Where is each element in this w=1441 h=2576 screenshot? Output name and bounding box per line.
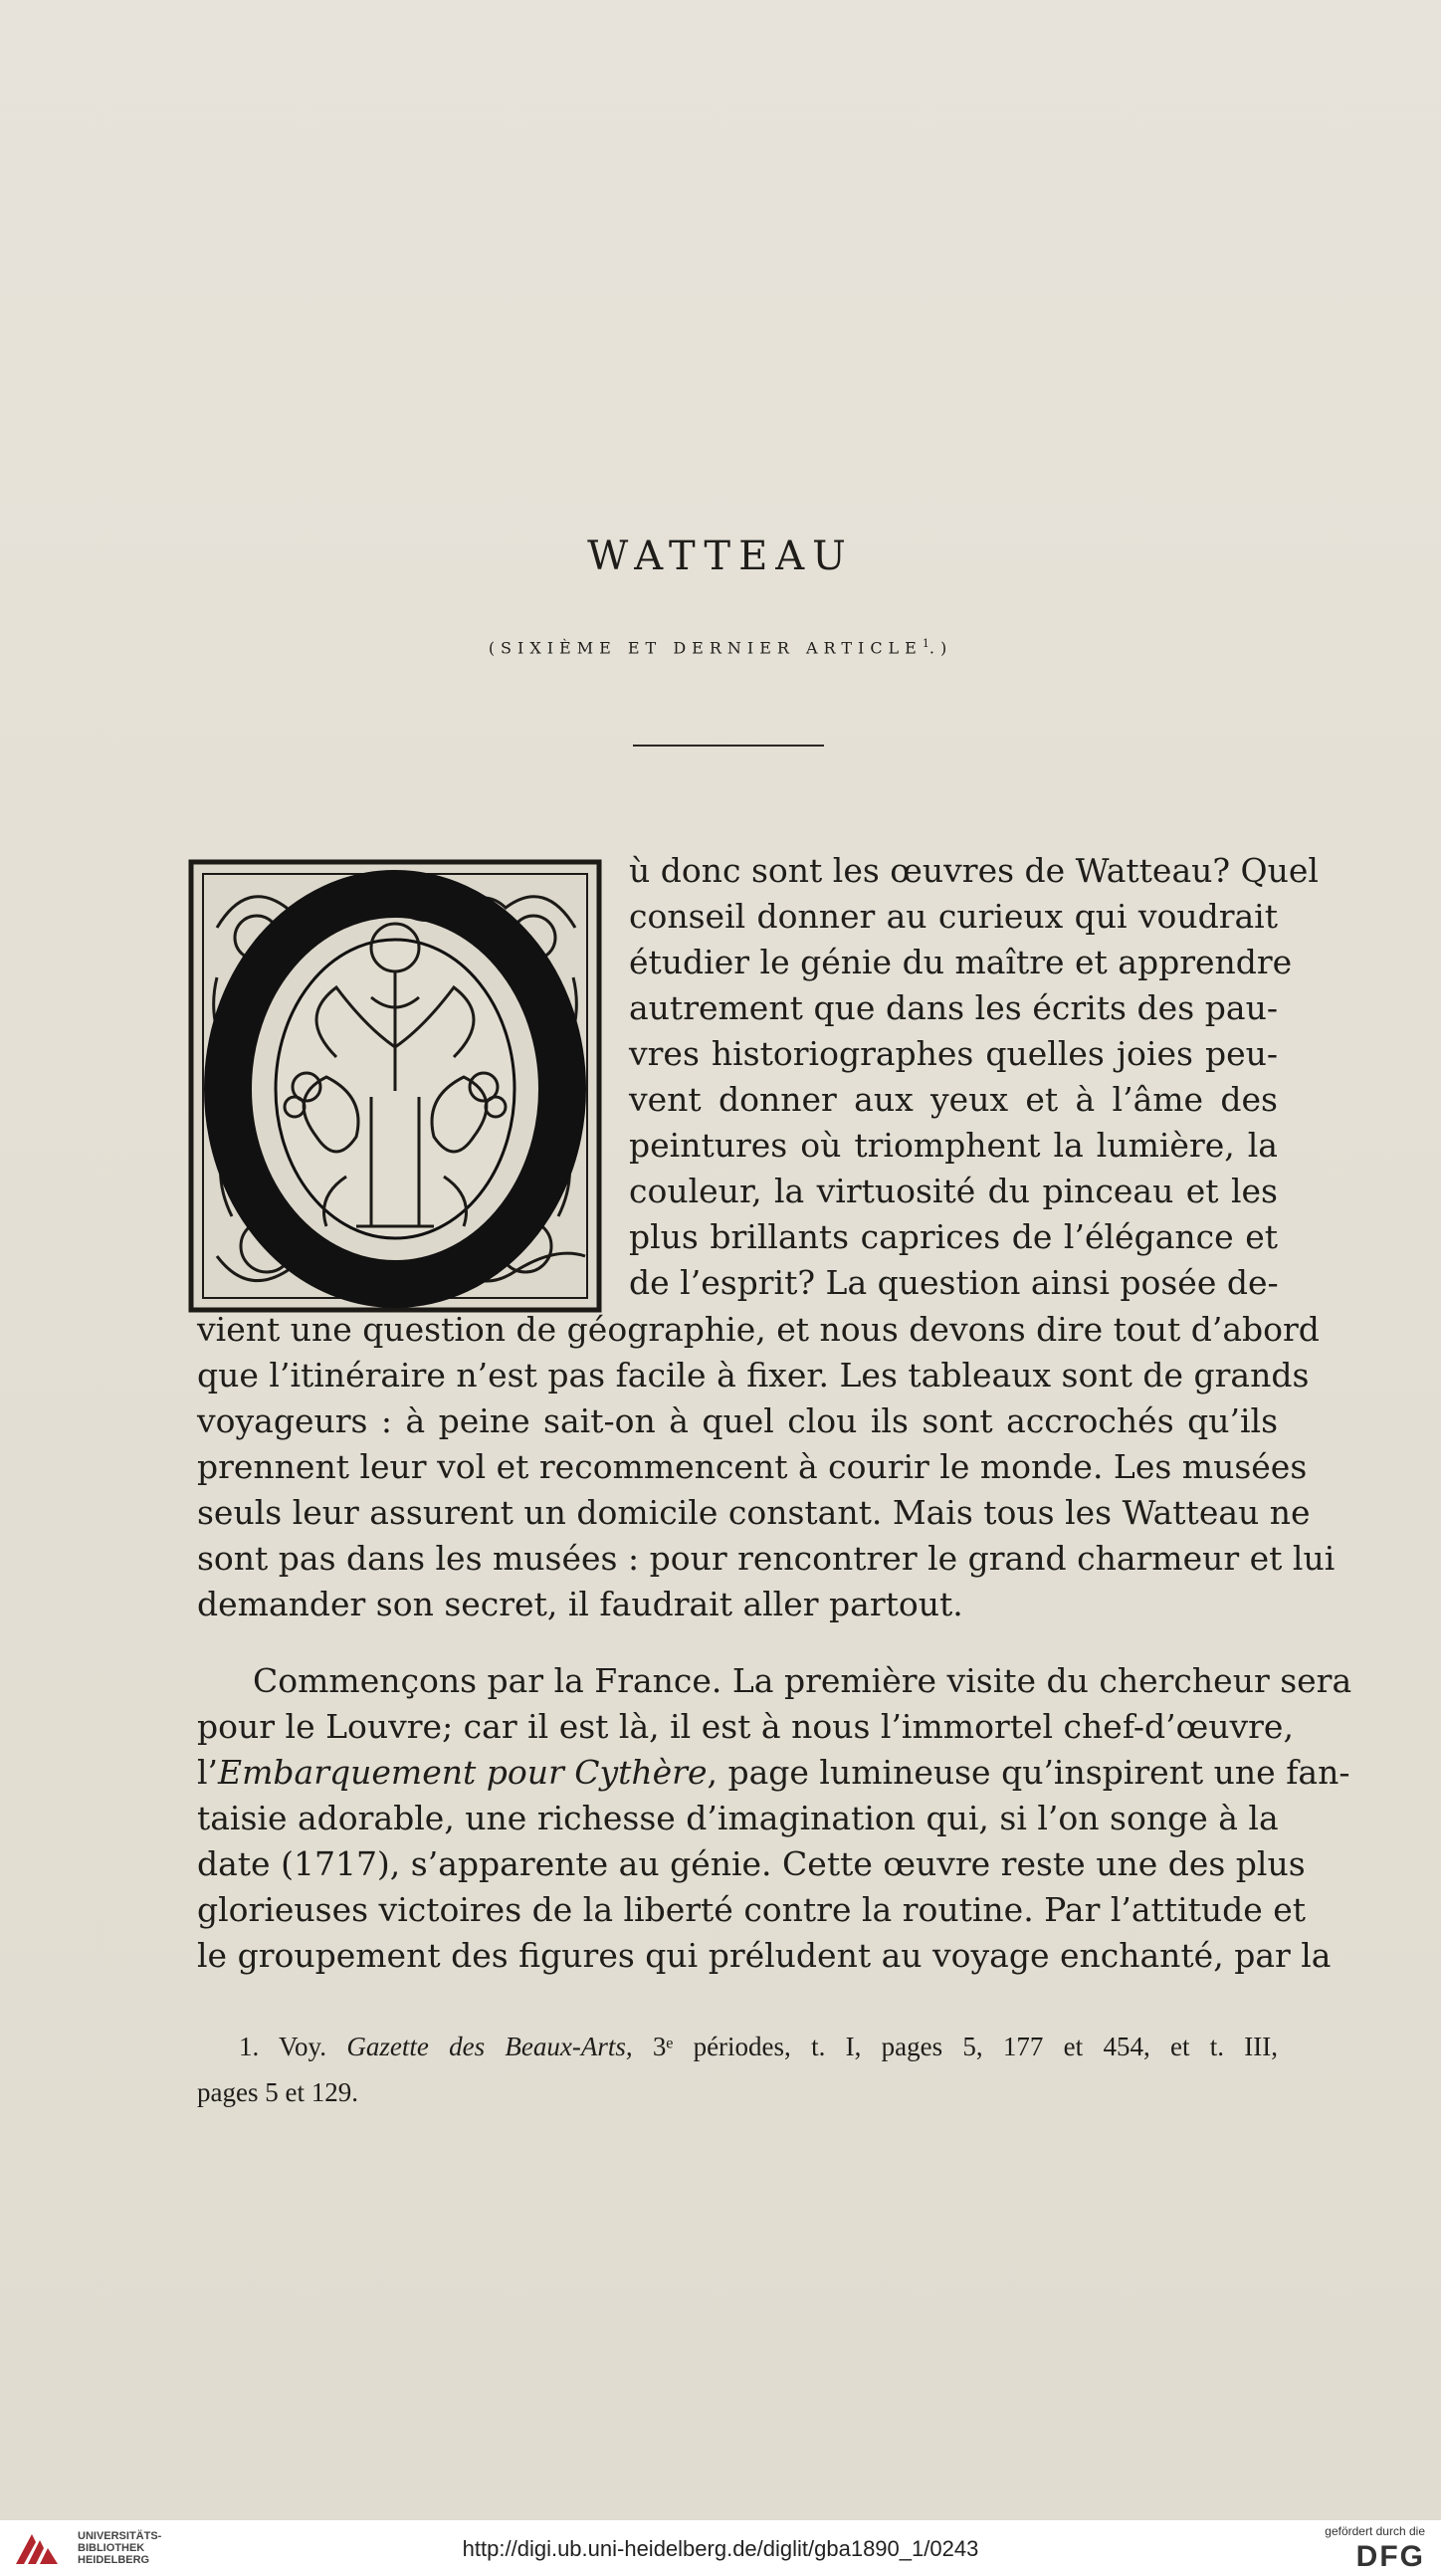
text-line: date (1717), s’apparente au génie. Cette œuvre reste une des plus <box>197 1844 1306 1883</box>
title-rule <box>633 745 824 747</box>
text-line: taisie adorable, une richesse d’imagination qui, si l’on songe à la <box>197 1799 1279 1837</box>
footnote-journal: Gazette des Beaux-Arts, <box>346 2032 633 2061</box>
text-line: ù donc sont les œuvres de Watteau? Quel <box>629 851 1319 890</box>
text-line: vres historiographes quelles joies peu- <box>629 1034 1278 1073</box>
viewer-footer <box>0 2520 1441 2576</box>
permalink-url[interactable]: http://digi.ub.uni-heidelberg.de/diglit/gba1890_1/0243 <box>462 2536 979 2561</box>
library-line: UNIVERSITÄTS- <box>78 2530 162 2542</box>
text-line-italic-title <box>197 1750 1350 1796</box>
text-line: que l’itinéraire n’est pas facile à fixer. Les tableaux sont de grands <box>197 1356 1310 1395</box>
text-line: de l’esprit? La question ainsi posée de- <box>629 1263 1279 1302</box>
dropcap-illustration <box>187 858 603 1314</box>
ornamental-dropcap <box>187 858 603 1314</box>
subtitle-note-ref: 1 <box>922 637 929 650</box>
text-line: vient une question de géographie, et nous devons dire tout d’abord <box>197 1310 1320 1349</box>
paragraph-start-line: Commençons par la France. La première visite du chercheur sera <box>253 1661 1352 1700</box>
article-subtitle <box>0 637 1441 657</box>
subtitle-end: .) <box>928 638 953 658</box>
text-line: demander son secret, il faudrait aller partout. <box>197 1585 963 1623</box>
text-line: autrement que dans les écrits des pau- <box>629 988 1278 1027</box>
funded-by-label: gefördert durch die <box>1325 2524 1425 2538</box>
text-line: pour le Louvre; car il est là, il est à nous l’immortel chef-d’œuvre, <box>197 1707 1294 1746</box>
text-line: sont pas dans les musées : pour rencontrer le grand charmeur et lui <box>197 1539 1336 1578</box>
text-line: seuls leur assurent un domicile constant. Mais tous les Watteau ne <box>197 1493 1311 1532</box>
text-line: vent donner aux yeux et à l’âme des <box>629 1080 1278 1119</box>
dfg-logo: DFG <box>1355 2540 1425 2573</box>
text-line: prennent leur vol et recommencent à courir le monde. Les musées <box>197 1447 1308 1486</box>
text-line: couleur, la virtuosité du pinceau et les <box>629 1172 1278 1210</box>
footnote-line <box>239 2027 1278 2066</box>
library-line: BIBLIOTHEK <box>78 2542 145 2554</box>
subtitle-text: (SIXIÈME ET DERNIER ARTICLE <box>488 638 923 658</box>
library-line: HEIDELBERG <box>78 2554 150 2566</box>
text-line: glorieuses victoires de la liberté contre la routine. Par l’attitude et <box>197 1890 1307 1929</box>
artwork-title: Embarquement pour Cythère <box>218 1753 708 1792</box>
footnote-line-2: pages 5 et 129. <box>197 2077 358 2107</box>
text-line: peintures où triomphent la lumière, la <box>629 1126 1278 1165</box>
line-prefix: l’ <box>197 1753 219 1792</box>
text-line: voyageurs : à peine sait-on à quel clou ils sont accrochés qu’ils <box>197 1401 1278 1440</box>
article-title: WATTEAU <box>587 534 854 579</box>
text-line: conseil donner au curieux qui voudrait <box>629 897 1278 936</box>
text-line: plus brillants caprices de l’élégance et <box>629 1217 1278 1256</box>
line-suffix: , page lumineuse qu’inspirent une fan- <box>707 1753 1350 1792</box>
footnote-text: 3ᵉ périodes, t. I, pages 5, 177 et 454, et t. III, <box>632 2032 1278 2061</box>
text-line: étudier le génie du maître et apprendre <box>629 943 1293 981</box>
footnote-number: 1. Voy. <box>239 2032 347 2061</box>
text-line: le groupement des figures qui préludent au voyage enchanté, par la <box>197 1936 1332 1975</box>
